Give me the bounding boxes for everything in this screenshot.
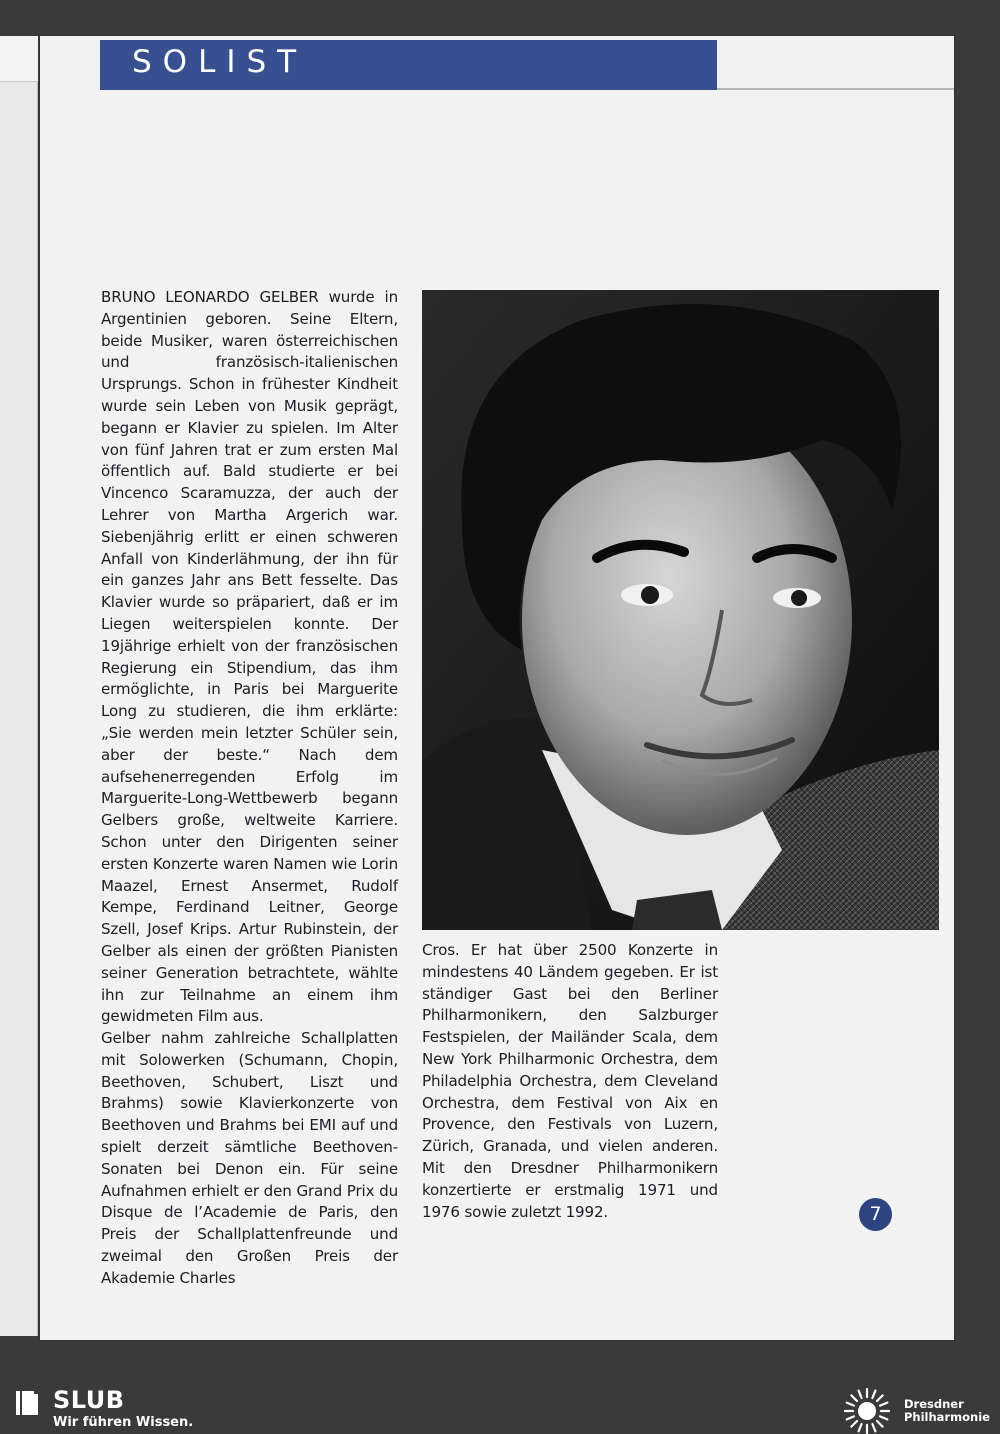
orchestra-name[interactable] — [904, 1398, 990, 1424]
biography-paragraph-1: BRUNO LEONARDO GELBER wurde in Argentinien geboren. Seine Eltern, beide Musiker, waren österreichischen und französisch-italienischen Ursprungs. Schon in frühester Kindheit wurde sein Leben von Musik geprägt, begann er Klavier zu spielen. Im Alter von fünf Jahren trat er zum ersten Mal öffentlich auf. Bald studierte er bei Vincenco Scaramuzza, der auch der Lehrer von Martha Argerich war. Siebenjährig erlitt er einen schweren Anfall von Kinderlähmung, der ihn für ein ganzes Jahr ans Bett fesselte. Das Klavier wurde so präpariert, daß er im Liegen weiterspielen konnte. Der 19jährige erhielt von der französischen Regierung ein Stipendium, das ihm ermöglichte, in Paris bei Marguerite Long zu studieren, die ihm erklärte: „Sie werden mein letzter Schüler sein, aber der beste.“ Nach dem aufsehenerregenden Erfolg im Marguerite-Long-Wettbewerb begann Gelbers große, weltweite Karriere. Schon unter den Dirigenten seiner ersten Konzerte waren Namen wie Lorin Maazel, Ernest Ansermet, Rudolf Kempe, Ferdinand Leitner, George Szell, Josef Krips. Artur Rubinstein, der Gelber als einen der größten Pianisten seiner Generation betrachtete, wählte ihn zur Teilnahme an einem ihm gewidmeten Film aus. — [101, 288, 398, 1026]
sunburst-logo — [842, 1386, 892, 1434]
library-name[interactable]: SLUB — [53, 1386, 125, 1414]
library-tagline: Wir führen Wissen. — [53, 1415, 194, 1430]
orchestra-name-line2: Philharmonie — [904, 1410, 990, 1424]
biography-left-column — [101, 287, 398, 1290]
header-rule — [717, 88, 954, 90]
biography-paragraph-3: Cros. Er hat über 2500 Konzerte in mindestens 40 Ländem gegeben. Er ist ständiger Gast bei den Berliner Philharmonikern, den Salzburger Festspielen, der Mailänder Scala, dem New York Philharmonic Orchestra, dem Philadelphia Orchestra, dem Cleveland Orchestra, dem Festival von Aix en Provence, den Festivals von Luzern, Zürich, Granada, und vielen anderen. Mit den Dresdner Philharmonikern konzertierte er erstmalig 1971 und 1976 sowie zuletzt 1992. — [422, 941, 718, 1221]
booklet-page — [40, 36, 954, 1340]
biography-paragraph-2: Gelber nahm zahlreiche Schallplatten mit Solowerken (Schumann, Chopin, Beethoven, Schubert, Liszt und Brahms) sowie Klavierkonzerte von Beethoven und Brahms bei EMI auf und spielt derzeit sämtliche Beethoven-Sonaten bei Denon ein. Für seine Aufnahmen erhielt er den Grand Prix du Disque de l’Academie de Paris, den Preis der Schallplattenfreunde und zweimal den Großen Preis der Akademie Charles — [101, 1029, 398, 1287]
page-number-badge: 7 — [859, 1198, 892, 1231]
previous-page-edge — [0, 36, 38, 1336]
digitization-footer — [0, 1384, 1000, 1434]
section-title: SOLIST — [132, 44, 308, 80]
biography-right-column — [422, 940, 718, 1223]
orchestra-name-line1: Dresdner — [904, 1397, 964, 1411]
soloist-portrait-photo — [422, 290, 939, 930]
book-icon — [14, 1388, 42, 1418]
previous-page-header-strip — [0, 36, 38, 82]
